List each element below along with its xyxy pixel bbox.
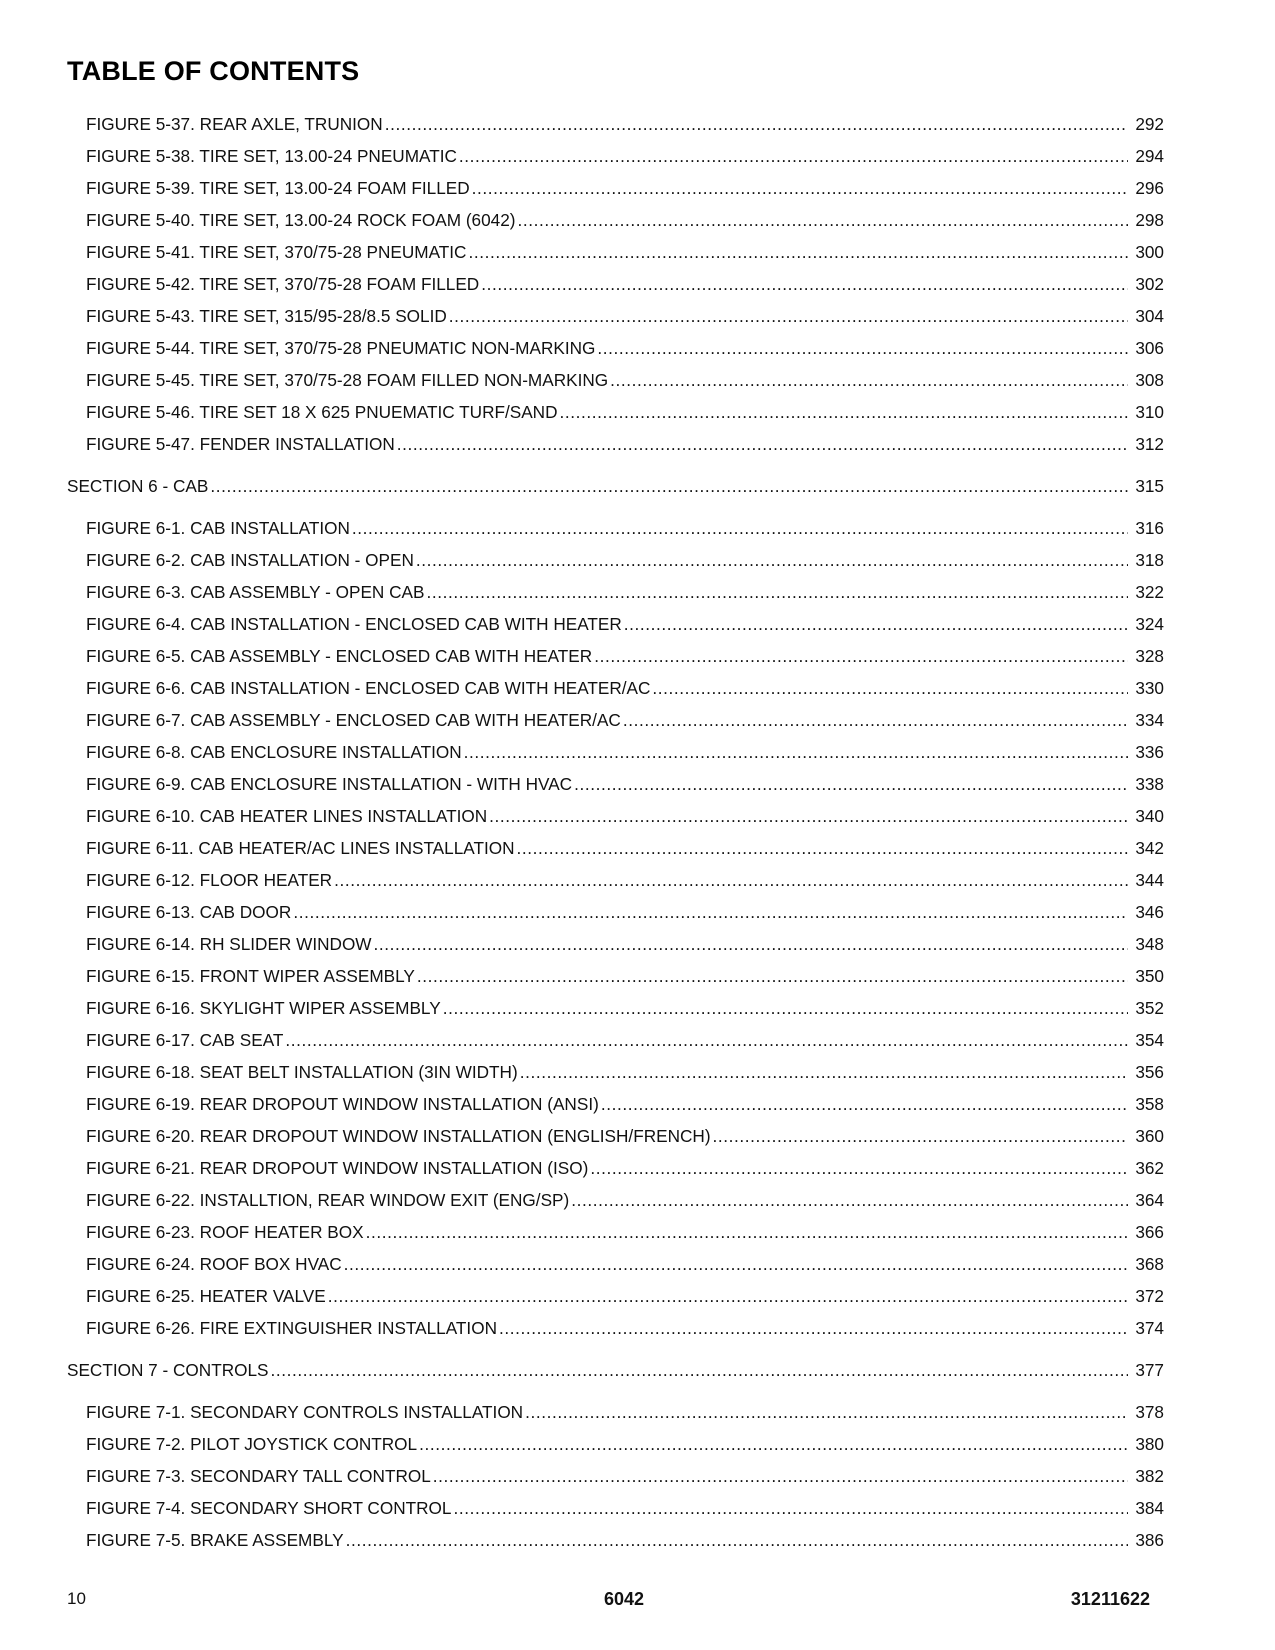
- toc-figure-entry[interactable]: [67, 1056, 1164, 1088]
- toc-entry-label: FIGURE 6-20. REAR DROPOUT WINDOW INSTALLATION (ENGLISH/FRENCH): [86, 1126, 711, 1146]
- toc-figure-entry[interactable]: [67, 640, 1164, 672]
- toc-entry-page-number: 358: [1135, 1094, 1164, 1114]
- dot-leader: [459, 140, 1128, 172]
- toc-entry-page-number: 342: [1135, 838, 1164, 858]
- page-footer: [0, 1586, 1275, 1612]
- toc-entry-label: FIGURE 5-41. TIRE SET, 370/75-28 PNEUMATIC: [86, 242, 467, 262]
- dot-leader: [518, 204, 1128, 236]
- toc-entry-label: FIGURE 6-2. CAB INSTALLATION - OPEN: [86, 550, 414, 570]
- toc-figure-entry[interactable]: [67, 928, 1164, 960]
- toc-entry-page-number: 348: [1135, 934, 1164, 954]
- toc-entry-page-number: 302: [1135, 274, 1164, 294]
- toc-entry-label: FIGURE 6-11. CAB HEATER/AC LINES INSTALLATION: [86, 838, 515, 858]
- toc-entry-page-number: 328: [1135, 646, 1164, 666]
- toc-figure-entry[interactable]: [67, 864, 1164, 896]
- toc-entry-label: FIGURE 6-17. CAB SEAT: [86, 1030, 284, 1050]
- dot-leader: [397, 428, 1128, 460]
- toc-entry-label: FIGURE 6-5. CAB ASSEMBLY - ENCLOSED CAB WITH HEATER: [86, 646, 593, 666]
- toc-entry-page-number: 344: [1135, 870, 1164, 890]
- toc-entry-page-number: 294: [1135, 146, 1164, 166]
- toc-entry-page-number: 298: [1135, 210, 1164, 230]
- toc-entry-label: FIGURE 6-25. HEATER VALVE: [86, 1286, 326, 1306]
- dot-leader: [334, 864, 1128, 896]
- toc-entry-page-number: 364: [1135, 1190, 1164, 1210]
- toc-figure-entry[interactable]: [67, 736, 1164, 768]
- toc-entry-label: FIGURE 5-44. TIRE SET, 370/75-28 PNEUMATIC NON-MARKING: [86, 338, 596, 358]
- toc-entry-page-number: 316: [1135, 518, 1164, 538]
- dot-leader: [517, 832, 1128, 864]
- toc-figure-entry[interactable]: [67, 1216, 1164, 1248]
- toc-entry-page-number: 378: [1135, 1402, 1164, 1422]
- dot-leader: [417, 960, 1128, 992]
- toc-entry-page-number: 366: [1135, 1222, 1164, 1242]
- toc-entry-page-number: 382: [1135, 1466, 1164, 1486]
- toc-entry-page-number: 380: [1135, 1434, 1164, 1454]
- dot-leader: [285, 1024, 1128, 1056]
- toc-entry-label: FIGURE 5-45. TIRE SET, 370/75-28 FOAM FILLED NON-MARKING: [86, 370, 609, 390]
- toc-entry-label: FIGURE 6-7. CAB ASSEMBLY - ENCLOSED CAB WITH HEATER/AC: [86, 710, 621, 730]
- dot-leader: [344, 1248, 1128, 1280]
- toc-entry-page-number: 360: [1135, 1126, 1164, 1146]
- toc-section-entry[interactable]: [67, 470, 1164, 502]
- dot-leader: [574, 768, 1128, 800]
- toc-entry-label: FIGURE 5-37. REAR AXLE, TRUNION: [86, 114, 383, 134]
- toc-entry-page-number: 374: [1135, 1318, 1164, 1338]
- toc-entry-label: FIGURE 6-22. INSTALLTION, REAR WINDOW EXIT (ENG/SP): [86, 1190, 570, 1210]
- toc-figure-entry[interactable]: [67, 1280, 1164, 1312]
- toc-figure-entry[interactable]: [67, 672, 1164, 704]
- toc-entry-label: FIGURE 5-47. FENDER INSTALLATION: [86, 434, 395, 454]
- toc-entry-label: FIGURE 5-40. TIRE SET, 13.00-24 ROCK FOAM (6042): [86, 210, 516, 230]
- toc-entry-label: FIGURE 7-2. PILOT JOYSTICK CONTROL: [86, 1434, 418, 1454]
- toc-figure-entry[interactable]: [67, 992, 1164, 1024]
- toc-entry-label: FIGURE 5-46. TIRE SET 18 X 625 PNUEMATIC TURF/SAND: [86, 402, 558, 422]
- dot-leader: [416, 544, 1128, 576]
- toc-entry-label: FIGURE 6-10. CAB HEATER LINES INSTALLATION: [86, 806, 488, 826]
- dot-leader: [489, 800, 1128, 832]
- toc-figure-entry[interactable]: [67, 268, 1164, 300]
- dot-leader: [610, 364, 1128, 396]
- dot-leader: [385, 108, 1128, 140]
- dot-leader: [374, 928, 1128, 960]
- toc-entry-label: FIGURE 6-21. REAR DROPOUT WINDOW INSTALLATION (ISO): [86, 1158, 589, 1178]
- dot-leader: [453, 1492, 1128, 1524]
- dot-leader: [481, 268, 1128, 300]
- toc-entry-page-number: 384: [1135, 1498, 1164, 1518]
- toc-figure-entry[interactable]: [67, 1492, 1164, 1524]
- dot-leader: [449, 300, 1128, 332]
- toc-entry-page-number: 350: [1135, 966, 1164, 986]
- toc-entry-label: FIGURE 5-43. TIRE SET, 315/95-28/8.5 SOLID: [86, 306, 447, 326]
- toc-figure-entry[interactable]: [67, 1088, 1164, 1120]
- toc-entry-label: FIGURE 7-1. SECONDARY CONTROLS INSTALLATION: [86, 1402, 524, 1422]
- toc-entry-page-number: 377: [1135, 1360, 1164, 1380]
- toc-entry-label: FIGURE 6-14. RH SLIDER WINDOW: [86, 934, 372, 954]
- toc-entry-page-number: 292: [1135, 114, 1164, 134]
- toc-entry-label: FIGURE 6-8. CAB ENCLOSURE INSTALLATION: [86, 742, 462, 762]
- toc-entry-page-number: 372: [1135, 1286, 1164, 1306]
- toc-figure-entry[interactable]: [67, 1120, 1164, 1152]
- toc-figure-entry[interactable]: [67, 1152, 1164, 1184]
- toc-entry-label: FIGURE 5-38. TIRE SET, 13.00-24 PNEUMATIC: [86, 146, 457, 166]
- toc-entry-label: FIGURE 6-3. CAB ASSEMBLY - OPEN CAB: [86, 582, 425, 602]
- toc-entry-label: FIGURE 6-12. FLOOR HEATER: [86, 870, 333, 890]
- dot-leader: [597, 332, 1128, 364]
- page-title: TABLE OF CONTENTS: [67, 56, 360, 86]
- toc-entry-page-number: 324: [1135, 614, 1164, 634]
- toc-entry-label: FIGURE 6-6. CAB INSTALLATION - ENCLOSED CAB WITH HEATER/AC: [86, 678, 651, 698]
- toc-entry-label: FIGURE 6-13. CAB DOOR: [86, 902, 292, 922]
- dot-leader: [464, 736, 1128, 768]
- toc-figure-entry[interactable]: [67, 832, 1164, 864]
- dot-leader: [346, 1524, 1128, 1556]
- toc-figure-entry[interactable]: [67, 800, 1164, 832]
- toc-entry-page-number: 356: [1135, 1062, 1164, 1082]
- toc-figure-entry[interactable]: [67, 396, 1164, 428]
- toc-figure-entry[interactable]: [67, 1184, 1164, 1216]
- toc-figure-entry[interactable]: [67, 768, 1164, 800]
- toc-entry-label: FIGURE 6-19. REAR DROPOUT WINDOW INSTALLATION (ANSI): [86, 1094, 599, 1114]
- dot-leader: [590, 1152, 1128, 1184]
- toc-entry-page-number: 338: [1135, 774, 1164, 794]
- toc-entry-label: FIGURE 6-23. ROOF HEATER BOX: [86, 1222, 364, 1242]
- toc-entry-page-number: 346: [1135, 902, 1164, 922]
- toc-figure-entry[interactable]: [67, 896, 1164, 928]
- toc-entry-label: FIGURE 6-9. CAB ENCLOSURE INSTALLATION - WITH HVAC: [86, 774, 573, 794]
- toc-entry-page-number: 312: [1135, 434, 1164, 454]
- toc-entry-page-number: 310: [1135, 402, 1164, 422]
- toc-figure-entry[interactable]: [67, 172, 1164, 204]
- footer-document-number: 31211622: [1070, 1589, 1150, 1609]
- dot-leader: [624, 608, 1128, 640]
- toc-figure-entry[interactable]: [67, 364, 1164, 396]
- toc-figure-entry[interactable]: [67, 1024, 1164, 1056]
- toc-entry-page-number: 306: [1135, 338, 1164, 358]
- dot-leader: [210, 470, 1128, 502]
- dot-leader: [594, 640, 1128, 672]
- toc-entry-page-number: 336: [1135, 742, 1164, 762]
- footer-model-number: 6042: [604, 1589, 645, 1609]
- toc-entry-page-number: 304: [1135, 306, 1164, 326]
- dot-leader: [652, 672, 1128, 704]
- toc-entry-page-number: 352: [1135, 998, 1164, 1018]
- dot-leader: [520, 1056, 1128, 1088]
- toc-entry-label: FIGURE 6-26. FIRE EXTINGUISHER INSTALLATION: [86, 1318, 497, 1338]
- toc-entry-label: FIGURE 7-4. SECONDARY SHORT CONTROL: [86, 1498, 452, 1518]
- dot-leader: [623, 704, 1128, 736]
- footer-page-number: 10: [67, 1589, 86, 1608]
- toc-entry-page-number: 368: [1135, 1254, 1164, 1274]
- toc-entry-label: FIGURE 6-18. SEAT BELT INSTALLATION (3IN WIDTH): [86, 1062, 518, 1082]
- toc-figure-entry[interactable]: [67, 140, 1164, 172]
- toc-figure-entry[interactable]: [67, 512, 1164, 544]
- toc-figure-entry[interactable]: [67, 1460, 1164, 1492]
- toc-figure-entry[interactable]: [67, 108, 1164, 140]
- dot-leader: [713, 1120, 1128, 1152]
- toc-entry-page-number: 300: [1135, 242, 1164, 262]
- toc-entry-page-number: 340: [1135, 806, 1164, 826]
- dot-leader: [499, 1312, 1128, 1344]
- toc-entry-label: FIGURE 6-16. SKYLIGHT WIPER ASSEMBLY: [86, 998, 441, 1018]
- toc-entry-label: FIGURE 5-42. TIRE SET, 370/75-28 FOAM FILLED: [86, 274, 480, 294]
- toc-entry-label: FIGURE 6-1. CAB INSTALLATION: [86, 518, 350, 538]
- toc-entry-label: FIGURE 6-4. CAB INSTALLATION - ENCLOSED CAB WITH HEATER: [86, 614, 622, 634]
- toc-figure-entry[interactable]: [67, 576, 1164, 608]
- toc-figure-entry[interactable]: [67, 428, 1164, 460]
- dot-leader: [366, 1216, 1128, 1248]
- toc-figure-entry[interactable]: [67, 1248, 1164, 1280]
- dot-leader: [468, 236, 1128, 268]
- dot-leader: [525, 1396, 1128, 1428]
- toc-entry-page-number: 334: [1135, 710, 1164, 730]
- toc-figure-entry[interactable]: [67, 332, 1164, 364]
- toc-figure-entry[interactable]: [67, 236, 1164, 268]
- toc-entry-page-number: 354: [1135, 1030, 1164, 1050]
- dot-leader: [419, 1428, 1128, 1460]
- toc-entry-page-number: 330: [1135, 678, 1164, 698]
- toc-figure-entry[interactable]: [67, 1396, 1164, 1428]
- toc-entry-label: FIGURE 5-39. TIRE SET, 13.00-24 FOAM FILLED: [86, 178, 470, 198]
- toc-entry-page-number: 296: [1135, 178, 1164, 198]
- toc-figure-entry[interactable]: [67, 204, 1164, 236]
- toc-figure-entry[interactable]: [67, 1524, 1164, 1556]
- toc-entry-label: SECTION 7 - CONTROLS: [67, 1360, 269, 1380]
- toc-figure-entry[interactable]: [67, 300, 1164, 332]
- dot-leader: [472, 172, 1128, 204]
- dot-leader: [601, 1088, 1128, 1120]
- toc-figure-entry[interactable]: [67, 544, 1164, 576]
- toc-entry-page-number: 386: [1135, 1530, 1164, 1550]
- toc-figure-entry[interactable]: [67, 608, 1164, 640]
- toc-entry-label: FIGURE 6-15. FRONT WIPER ASSEMBLY: [86, 966, 415, 986]
- dot-leader: [433, 1460, 1128, 1492]
- toc-figure-entry[interactable]: [67, 1312, 1164, 1344]
- table-of-contents: [67, 108, 1164, 1556]
- toc-entry-page-number: 318: [1135, 550, 1164, 570]
- toc-entry-label: FIGURE 6-24. ROOF BOX HVAC: [86, 1254, 342, 1274]
- dot-leader: [328, 1280, 1128, 1312]
- dot-leader: [293, 896, 1128, 928]
- dot-leader: [443, 992, 1128, 1024]
- toc-entry-label: SECTION 6 - CAB: [67, 476, 209, 496]
- toc-entry-page-number: 322: [1135, 582, 1164, 602]
- toc-figure-entry[interactable]: [67, 704, 1164, 736]
- toc-entry-page-number: 362: [1135, 1158, 1164, 1178]
- dot-leader: [352, 512, 1128, 544]
- toc-entry-label: FIGURE 7-3. SECONDARY TALL CONTROL: [86, 1466, 431, 1486]
- toc-figure-entry[interactable]: [67, 1428, 1164, 1460]
- toc-entry-page-number: 315: [1135, 476, 1164, 496]
- dot-leader: [271, 1354, 1129, 1386]
- dot-leader: [571, 1184, 1128, 1216]
- toc-entry-label: FIGURE 7-5. BRAKE ASSEMBLY: [86, 1530, 344, 1550]
- toc-entry-page-number: 308: [1135, 370, 1164, 390]
- toc-section-entry[interactable]: [67, 1354, 1164, 1386]
- toc-figure-entry[interactable]: [67, 960, 1164, 992]
- dot-leader: [426, 576, 1128, 608]
- dot-leader: [560, 396, 1128, 428]
